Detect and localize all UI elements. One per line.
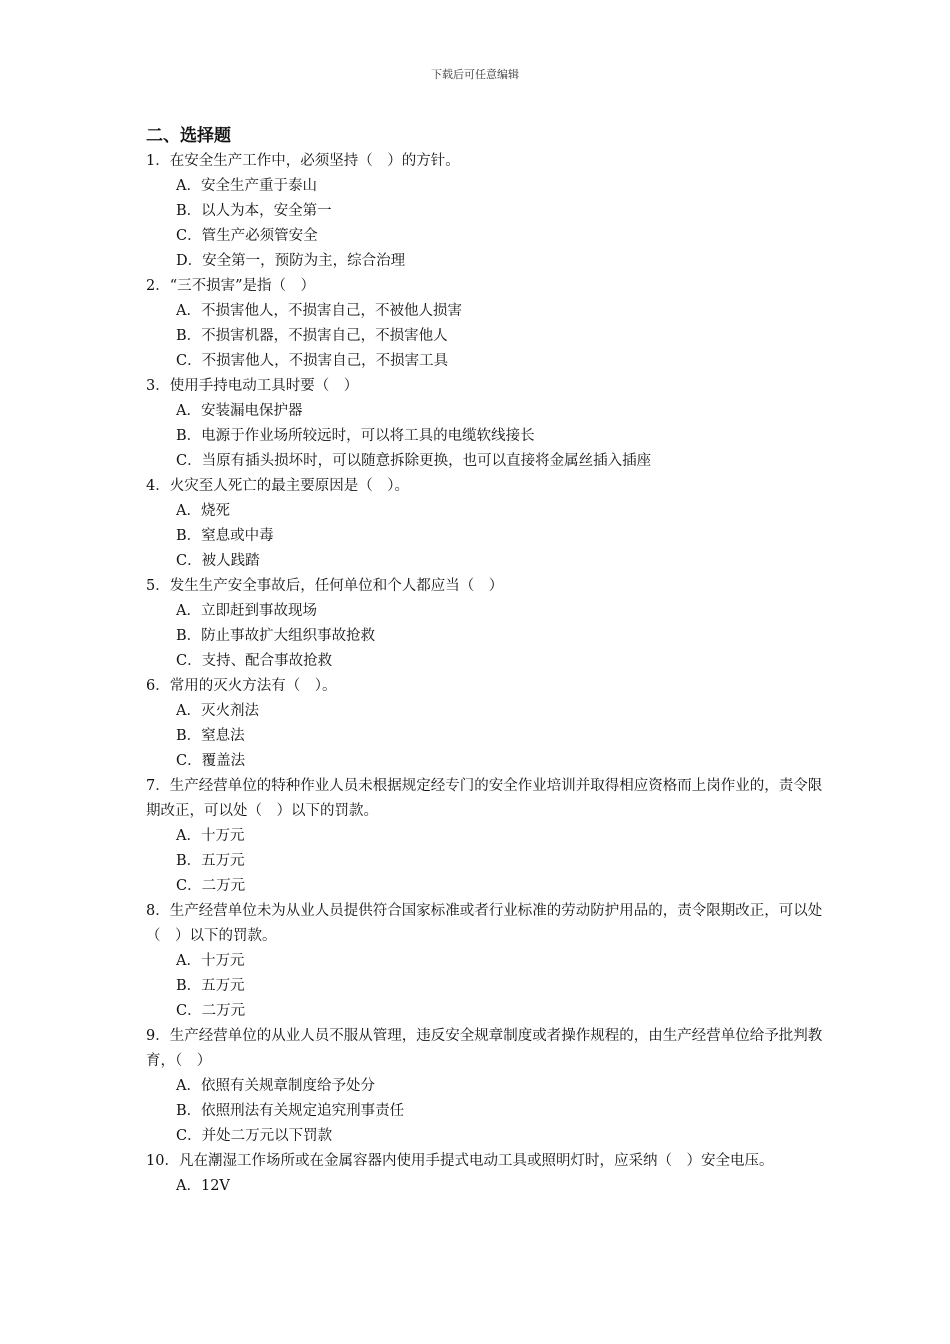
option-a: A．烧死	[176, 503, 230, 519]
option-a: A．立即赶到事故现场	[176, 603, 317, 619]
question-stem: 1．在安全生产工作中，必须坚持（ ）的方针。	[146, 153, 460, 169]
question-5	[146, 574, 836, 674]
question-stem: 6．常用的灭火方法有（ ）。	[146, 678, 337, 694]
option-b: B．防止事故扩大组织事故抢救	[176, 628, 376, 644]
question-1	[146, 149, 836, 274]
option-d: D．安全第一，预防为主，综合治理	[176, 253, 406, 269]
option-c: C．覆盖法	[176, 753, 246, 769]
option-c: C．二万元	[176, 1003, 246, 1019]
question-2	[146, 274, 836, 374]
option-b: B．电源于作业场所较远时，可以将工具的电缆软线接长	[176, 428, 535, 444]
option-c: C．当原有插头损坏时，可以随意拆除更换，也可以直接将金属丝插入插座	[176, 453, 652, 469]
question-10	[146, 1149, 836, 1199]
option-a: A．安全生产重于泰山	[176, 178, 317, 194]
option-a: A．不损害他人，不损害自己，不被他人损害	[176, 303, 462, 319]
option-b: B．五万元	[176, 978, 245, 994]
question-9	[146, 1024, 836, 1149]
option-b: B．窒息或中毒	[176, 528, 274, 544]
option-c: C．支持、配合事故抢救	[176, 653, 333, 669]
question-stem: 3．使用手持电动工具时要（ ）	[146, 378, 359, 394]
question-4	[146, 474, 836, 574]
option-a: A．12V	[176, 1178, 230, 1194]
question-stem: 5．发生生产安全事故后，任何单位和个人都应当（ ）	[146, 578, 504, 594]
section-title: 二、选择题	[146, 126, 231, 146]
question-stem: 8．生产经营单位未为从业人员提供符合国家标准或者行业标准的劳动防护用品的，责令限期改正，可以处（ ）以下的罚款。	[146, 903, 823, 944]
option-a: A．依照有关规章制度给予处分	[176, 1078, 375, 1094]
question-6	[146, 674, 836, 774]
option-c: C．不损害他人，不损害自己，不损害工具	[176, 353, 449, 369]
option-a: A．十万元	[176, 828, 245, 844]
question-stem: 10．凡在潮湿工作场所或在金属容器内使用手提式电动工具或照明灯时，应采纳（ ）安全电压。	[146, 1153, 774, 1169]
option-a: A．十万元	[176, 953, 245, 969]
question-stem: 7．生产经营单位的特种作业人员未根据规定经专门的安全作业培训并取得相应资格而上岗作业的，责令限期改正，可以处（ ）以下的罚款。	[146, 778, 823, 819]
option-a: A．安装漏电保护器	[176, 403, 303, 419]
option-c: C．管生产必须管安全	[176, 228, 318, 244]
question-stem: 9．生产经营单位的从业人员不服从管理，违反安全规章制度或者操作规程的，由生产经营单位给予批判教育，（ ）	[146, 1028, 823, 1069]
question-list	[146, 124, 836, 1199]
question-stem: 2．“三不损害”是指（ ）	[146, 278, 316, 294]
question-stem: 4．火灾至人死亡的最主要原因是（ ）。	[146, 478, 409, 494]
option-b: B．依照刑法有关规定追究刑事责任	[176, 1103, 405, 1119]
option-c: C．被人践踏	[176, 553, 260, 569]
question-3	[146, 374, 836, 474]
option-b: B．不损害机器，不损害自己，不损害他人	[176, 328, 448, 344]
option-c: C．二万元	[176, 878, 246, 894]
option-a: A．灭火剂法	[176, 703, 259, 719]
option-b: B．以人为本，安全第一	[176, 203, 332, 219]
question-8	[146, 899, 836, 1024]
question-7	[146, 774, 836, 899]
option-b: B．五万元	[176, 853, 245, 869]
option-b: B．窒息法	[176, 728, 245, 744]
option-c: C．并处二万元以下罚款	[176, 1128, 333, 1144]
page-header-note: 下载后可任意编辑	[431, 68, 519, 81]
